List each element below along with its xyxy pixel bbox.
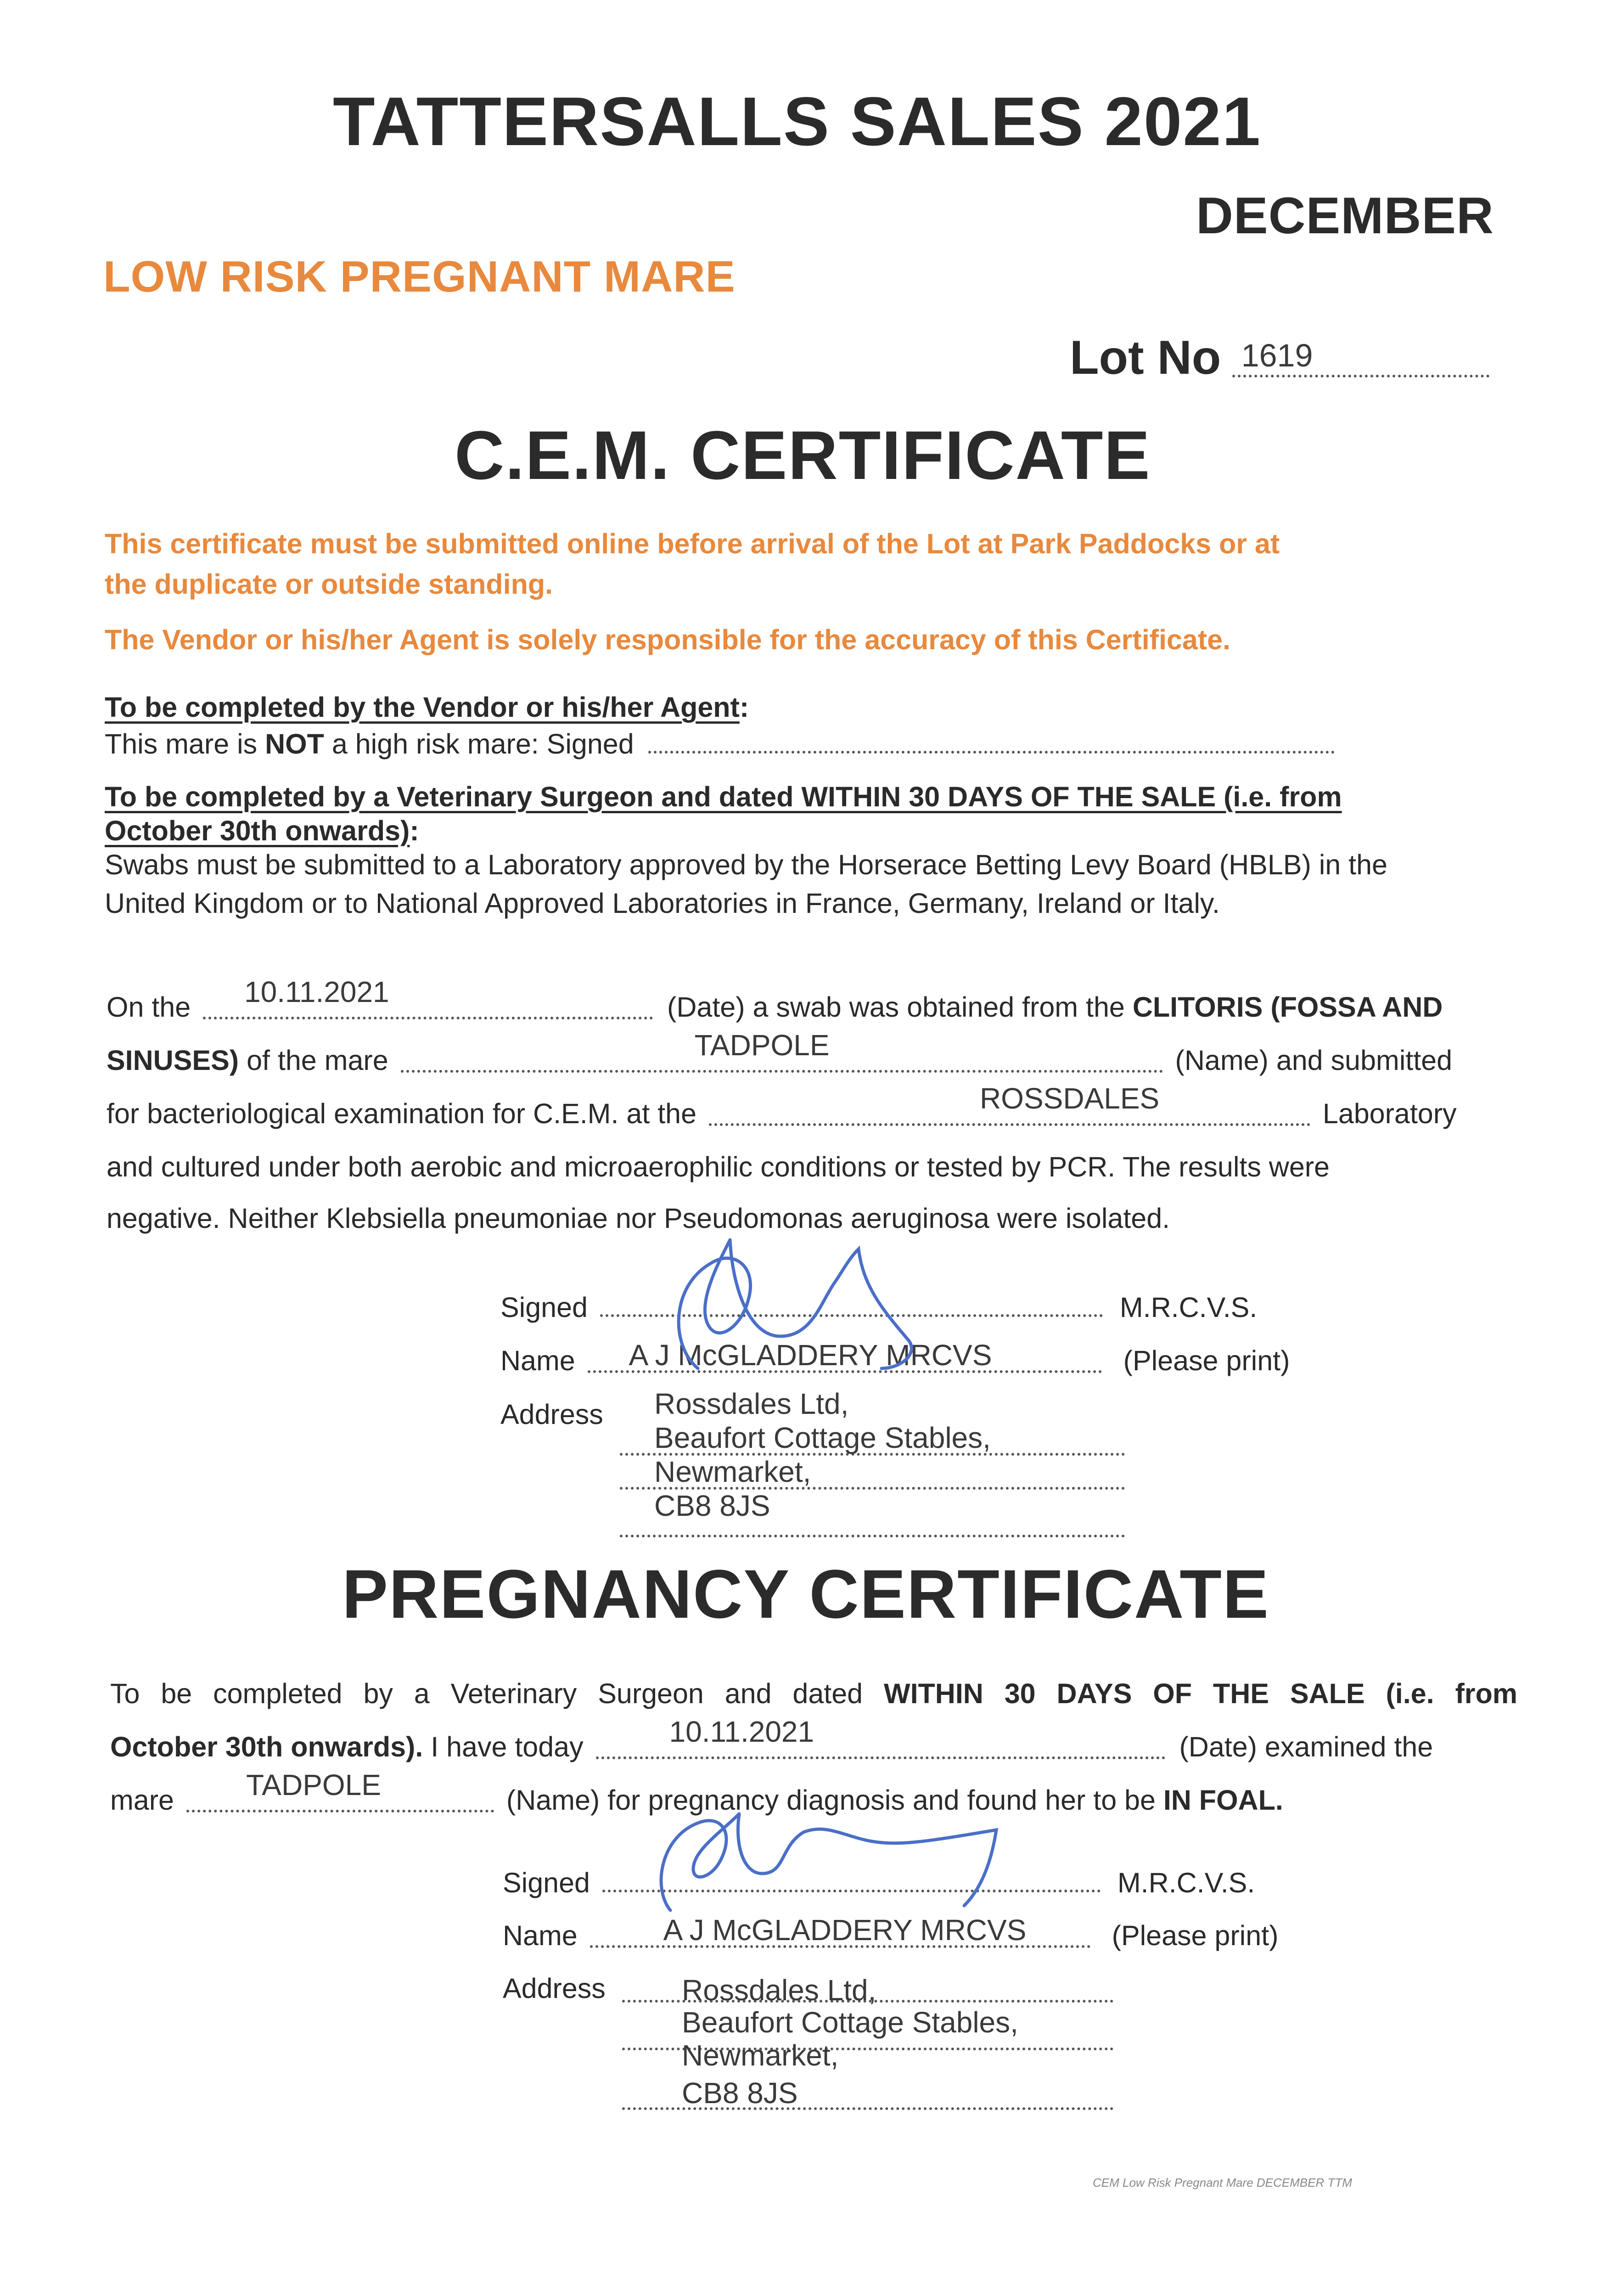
pregnancy-name-row: [503, 1913, 1279, 1952]
pregnancy-mare-name[interactable]: TADPOLE: [246, 1768, 381, 1801]
vet-section-heading-b: WITHIN 30 DAYS OF THE SALE (i.e. from: [801, 781, 1342, 812]
responsibility-notice: The Vendor or his/her Agent is solely responsible for the accuracy of this Certificate.: [105, 624, 1230, 655]
cem-line-mare: [107, 1029, 1457, 1087]
submission-notice-line-1: This certificate must be submitted online before arrival of the Lot at Park Paddocks or at: [105, 528, 1280, 559]
pregnancy-exam-date[interactable]: 10.11.2021: [669, 1715, 814, 1748]
vet-instructions: [105, 778, 1512, 922]
vendor-section-heading: To be completed by the Vendor or his/her Agent: [105, 692, 740, 723]
pregnancy-intro-text: To be completed by a Veterinary Surgeon and dated: [110, 1678, 884, 1709]
cem-heading: C.E.M. CERTIFICATE: [455, 416, 1151, 494]
pregnancy-name-label: Name: [503, 1920, 578, 1951]
vet-section-heading-a: To be completed by a Veterinary Surgeon and dated: [105, 781, 802, 812]
sinuses-text: SINUSES): [107, 1045, 239, 1076]
cem-result-paragraph: [107, 975, 1457, 1245]
vet-section-heading-c: October 30th onwards): [105, 815, 410, 846]
pregnancy-in-foal: IN FOAL.: [1163, 1784, 1283, 1816]
name-submitted-text: (Name) and submitted: [1175, 1045, 1453, 1076]
cem-line-lab: [107, 1082, 1457, 1140]
cem-address-line-1[interactable]: Rossdales Ltd,: [654, 1387, 849, 1420]
pregnancy-vet-name[interactable]: A J McGLADDERY MRCVS: [663, 1913, 1027, 1947]
on-the-label: On the: [107, 991, 191, 1023]
pregnancy-vet-signature: [643, 1805, 1010, 1919]
cem-address-lines: [620, 1387, 1125, 1523]
pregnancy-address-line-1[interactable]: Rossdales Ltd,: [682, 1974, 876, 2007]
pregnancy-address-line-2[interactable]: Beaufort Cottage Stables,: [682, 2006, 1018, 2039]
vendor-declaration-text-a: This mare is: [105, 728, 265, 760]
footer-form-code: CEM Low Risk Pregnant Mare DECEMBER TTM: [1093, 2176, 1352, 2189]
cem-mare-name[interactable]: TADPOLE: [694, 1029, 830, 1062]
pregnancy-within-30-days: WITHIN 30 DAYS OF THE SALE (i.e. from: [884, 1678, 1517, 1709]
bacteriological-text: for bacteriological examination for C.E.M. at the: [107, 1098, 696, 1129]
submission-notice-line-2: the duplicate or outside standing.: [105, 568, 553, 600]
clitoris-text: CLITORIS (FOSSA AND: [1132, 991, 1443, 1023]
vendor-declaration-text-b: a high risk mare: Signed: [324, 728, 634, 760]
pregnancy-mare-label: mare: [110, 1784, 174, 1816]
swab-instruction-line-1: Swabs must be submitted to a Laboratory approved by the Horserace Betting Levy Board (HBLB) in the: [105, 849, 1387, 880]
cem-vet-signature: [643, 1231, 937, 1382]
vendor-signature-line[interactable]: [648, 751, 1335, 754]
sale-month: DECEMBER: [1196, 187, 1494, 244]
cem-address-line-4[interactable]: CB8 8JS: [654, 1489, 770, 1522]
swab-date[interactable]: 10.11.2021: [244, 975, 389, 1008]
pregnancy-oct-30: October 30th onwards).: [110, 1731, 423, 1762]
cem-address-line-2[interactable]: Beaufort Cottage Stables,: [654, 1421, 991, 1454]
pregnancy-mrcvs-label: M.R.C.V.S.: [1117, 1867, 1255, 1898]
pregnancy-please-print: (Please print): [1112, 1920, 1279, 1951]
pregnancy-address-lines: [622, 1972, 1113, 2110]
cem-line-cultured: and cultured under both aerobic and microaerophilic conditions or tested by PCR. The results were: [107, 1151, 1330, 1182]
lot-label: Lot No: [1070, 331, 1221, 384]
cem-please-print: (Please print): [1123, 1345, 1290, 1376]
cem-address-label: Address: [500, 1399, 603, 1430]
cem-address-line-3[interactable]: Newmarket,: [654, 1455, 811, 1488]
vendor-declaration: [105, 726, 1335, 762]
cem-mrcvs-label: M.R.C.V.S.: [1119, 1292, 1258, 1323]
of-mare-text: of the mare: [239, 1045, 388, 1076]
pregnancy-today-text: I have today: [423, 1731, 584, 1762]
lot-number: 1619: [1241, 338, 1313, 373]
laboratory-name[interactable]: ROSSDALES: [979, 1082, 1160, 1115]
vendor-declaration-not: NOT: [265, 728, 324, 760]
date-text: (Date) a swab was obtained from the: [667, 991, 1133, 1023]
pregnancy-paragraph: [110, 1667, 1517, 1827]
laboratory-label: Laboratory: [1322, 1098, 1457, 1129]
document-title: TATTERSALLS SALES 2021: [333, 83, 1262, 160]
pregnancy-signed-label: Signed: [503, 1867, 590, 1898]
cem-line-negative: negative. Neither Klebsiella pneumoniae nor Pseudomonas aeruginosa were isolated.: [107, 1203, 1170, 1234]
pregnancy-address-line-3[interactable]: Newmarket,: [682, 2039, 839, 2072]
pregnancy-address-line-4[interactable]: CB8 8JS: [682, 2077, 798, 2110]
pregnancy-diagnosis-text: (Name) for pregnancy diagnosis and found her to be: [506, 1784, 1163, 1816]
cem-vet-name[interactable]: A J McGLADDERY MRCVS: [629, 1339, 992, 1372]
vet-heading-colon: :: [410, 815, 419, 846]
swab-instruction-line-2: United Kingdom or to National Approved Laboratories in France, Germany, Ireland or Italy.: [105, 888, 1220, 919]
cem-signed-label: Signed: [500, 1292, 588, 1323]
mare-category: LOW RISK PREGNANT MARE: [103, 252, 736, 301]
lot-number-line: [1070, 331, 1489, 385]
pregnancy-examined-text: (Date) examined the: [1179, 1731, 1433, 1762]
pregnancy-address-label: Address: [503, 1973, 606, 2004]
cem-name-label: Name: [500, 1345, 575, 1376]
vendor-section: [105, 689, 1335, 762]
submission-notice: [105, 523, 1280, 604]
vendor-heading-colon: :: [739, 692, 749, 723]
pregnancy-heading: PREGNANCY CERTIFICATE: [342, 1555, 1269, 1632]
